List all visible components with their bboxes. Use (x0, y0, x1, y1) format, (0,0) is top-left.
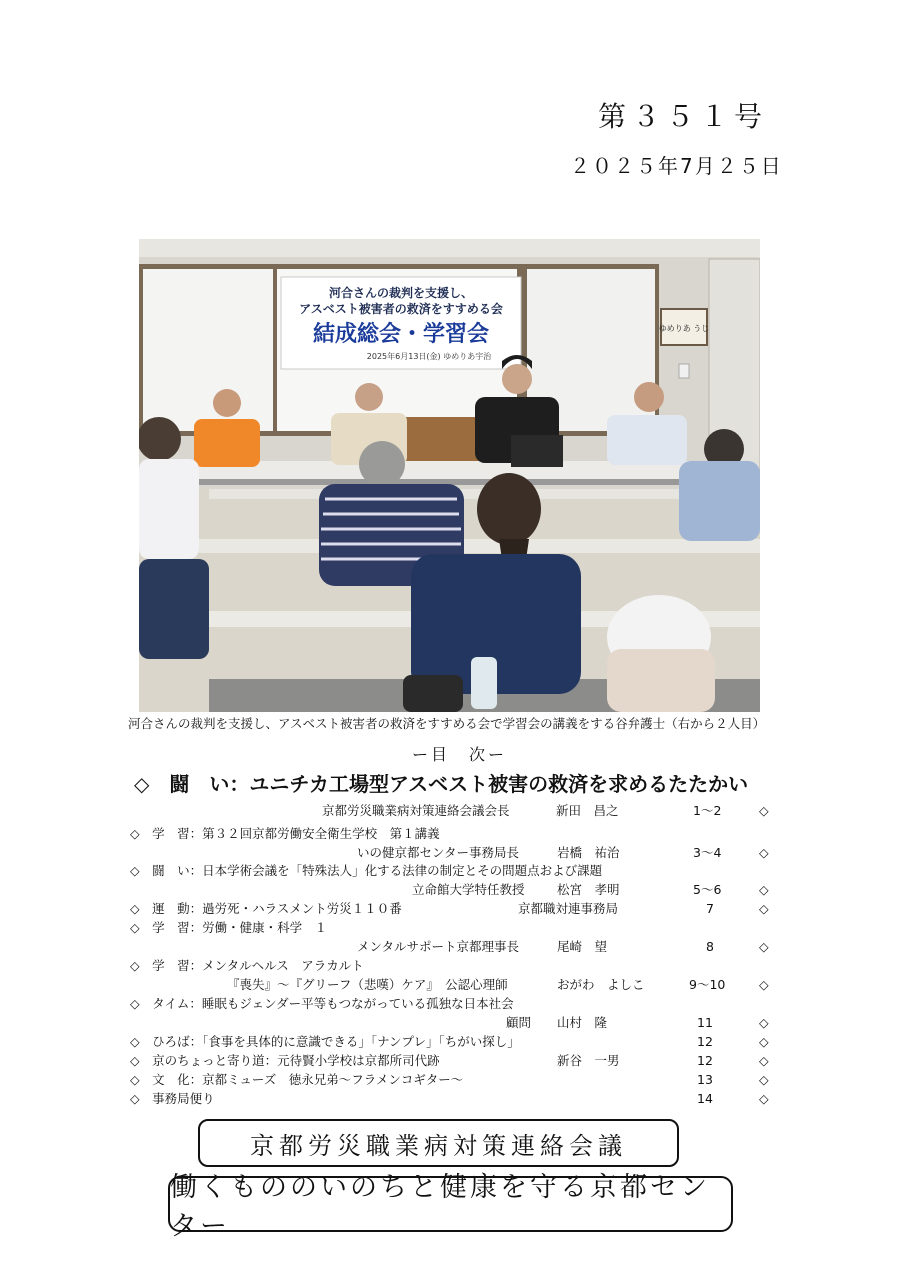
center-name-box (168, 1172, 733, 1242)
toc-author-title: 顧問 (506, 1015, 532, 1030)
toc-bullet: ◇ (759, 1015, 769, 1030)
toc-bullet: ◇ (759, 901, 769, 916)
toc-author: 尾崎 望 (557, 939, 608, 954)
toc-bullet: ◇ (759, 882, 769, 897)
toc-bullet: ◇ (759, 977, 769, 992)
toc-page: 11 (697, 1015, 713, 1030)
toc-bullet: ◇ (759, 1053, 769, 1068)
toc-page: 12 (697, 1053, 713, 1068)
toc-item: ◇ 学 習：労働・健康・科学 １ (130, 920, 328, 935)
toc-item: ◇ ひろば：「食事を具体的に意識できる」「ナンプレ」「ちがい探し」 (130, 1034, 520, 1049)
center-name: 働くもののいのちと健康を守る京都センター (170, 1172, 710, 1242)
toc-author-title: 立命館大学特任教授 (412, 882, 525, 897)
toc-author-title: いの健京都センター事務局長 (357, 845, 520, 860)
toc-page: 14 (697, 1091, 713, 1106)
org-name: 京都労災職業病対策連絡会議 (250, 1131, 627, 1160)
toc-heading: ー目 次ー (412, 745, 508, 764)
toc-bullet: ◇ (759, 1034, 769, 1049)
issue-number: 第３５１号 (598, 100, 769, 133)
toc-author: 山村 隆 (557, 1015, 608, 1030)
toc-item: ◇ 闘 い：日本学術会議を「特殊法人」化する法律の制定とその問題点および課題 (130, 863, 603, 878)
banner-line1: 河合さんの裁判を支援し、 (328, 286, 474, 300)
toc-bullet: ◇ (759, 845, 769, 860)
toc-page: 1～2 (693, 803, 722, 818)
toc-item: ◇ 京のちょっと寄り道：元待賢小学校は京都所司代跡 (130, 1053, 440, 1068)
issue-date: ２０２５年7月２５日 (570, 154, 783, 178)
toc-author-title: メンタルサポート京都理事長 (357, 939, 520, 954)
cover-photo (139, 239, 760, 712)
toc-bullet: ◇ (759, 1072, 769, 1087)
toc-page: 3～4 (693, 845, 722, 860)
toc-item: ◇ 運 動：過労死・ハラスメント労災１１０番 (130, 901, 402, 916)
toc-bullet: ◇ (759, 803, 769, 818)
toc-bullet: ◇ (759, 939, 769, 954)
toc-page: 12 (697, 1034, 713, 1049)
toc-bullet: ◇ (759, 1091, 769, 1106)
toc-author: 新谷 一男 (557, 1053, 620, 1068)
toc-item: ◇ 学 習：第３２回京都労働安全衛生学校 第１講義 (130, 826, 440, 841)
toc-page: 8 (706, 939, 714, 954)
toc-author: おがわ よしこ (557, 977, 645, 992)
photo-caption: 河合さんの裁判を支援し、アスベスト被害者の救済をすすめる会で学習会の講義をする谷弁護士（右から２人目） (128, 716, 766, 731)
toc-author: 岩橋 祐治 (557, 845, 620, 860)
lead-article-title: ◇ 闘 い：ユニチカ工場型アスベスト被害の救済を求めるたたかい (134, 772, 749, 796)
toc-author-title: 『喪失』～『グリーフ（悲嘆）ケア』 公認心理師 (227, 977, 508, 992)
toc-item: ◇ 文 化：京都ミューズ 徳永兄弟～フラメンコギター～ (130, 1072, 464, 1087)
banner-line2: アスベスト被害者の救済をすすめる会 (299, 302, 503, 316)
toc-item: ◇ 事務局便り (130, 1091, 215, 1106)
toc-page: 7 (706, 901, 714, 916)
banner-title: 結成総会・学習会 (312, 322, 490, 347)
toc-page: 5～6 (693, 882, 722, 897)
hall-sign: ゆめりあ うじ (658, 324, 710, 333)
org-name-box (198, 1119, 679, 1167)
toc-author-title: 京都労災職業病対策連絡会議会長 (322, 803, 510, 818)
toc-page: 13 (697, 1072, 713, 1087)
toc-page: 9～10 (689, 977, 726, 992)
toc-author: 松宮 孝明 (557, 882, 620, 897)
banner-date: 2025年6月13日(金) ゆめりあ宇治 (366, 352, 492, 361)
toc-author: 新田 昌之 (556, 803, 619, 818)
toc-item: ◇ タイム：睡眠もジェンダー平等もつながっている孤独な日本社会 (130, 996, 514, 1011)
toc-author: 京都職対連事務局 (518, 901, 619, 916)
toc-item: ◇ 学 習：メンタルヘルス アラカルト (130, 958, 364, 973)
